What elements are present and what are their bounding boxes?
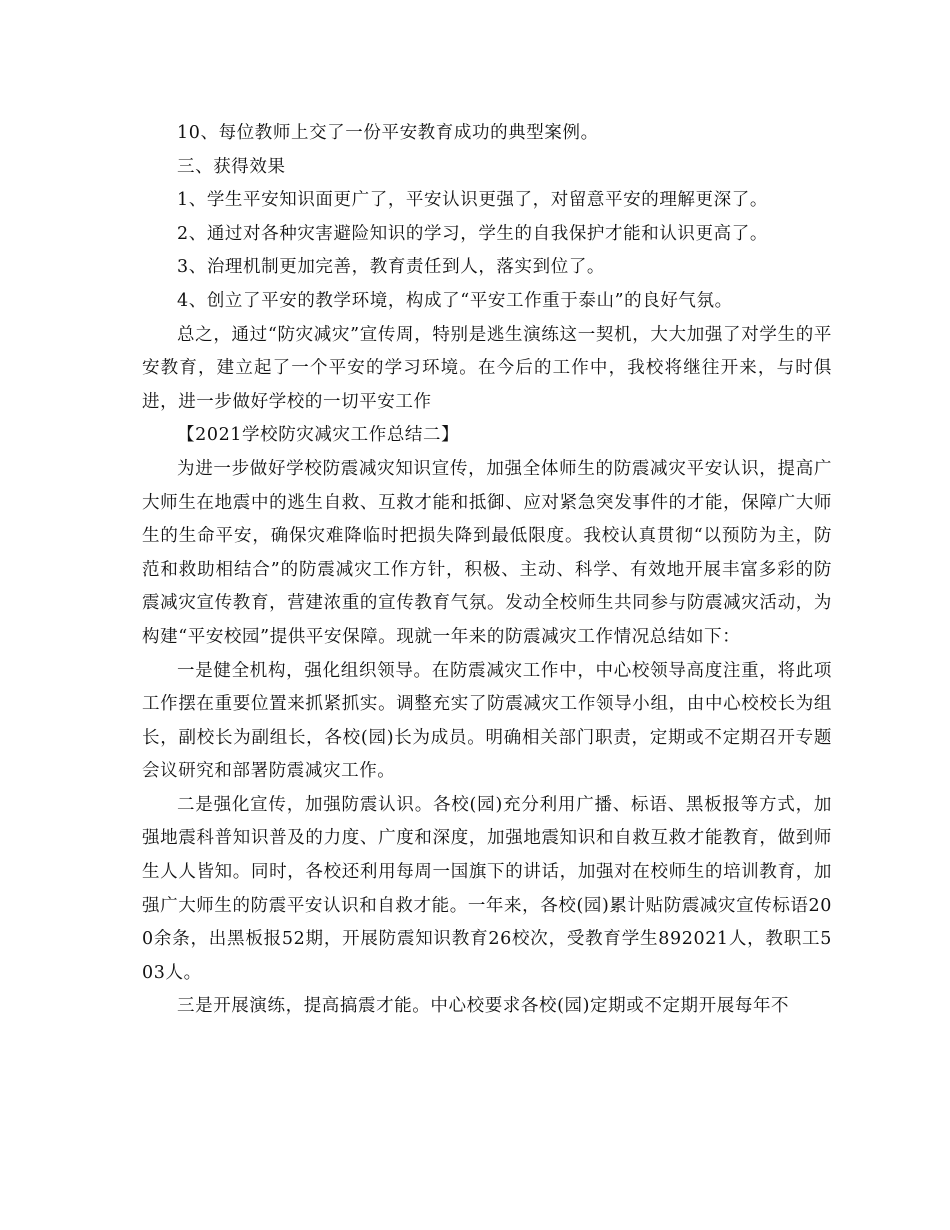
paragraph-organization: 一是健全机构，强化组织领导。在防震减灾工作中，中心校领导高度注重，将此项工作摆在重要位置来抓紧抓实。调整充实了防震减灾工作领导小组，由中心校校长为组长，副校长为副组长，各校(园)长为成员。明确相关部门职责，定期或不定期召开专题会议研究和部署防震减灾工作。	[142, 660, 832, 782]
paragraph-result-4: 4、创立了平安的教学环境，构成了“平安工作重于泰山”的良好气氛。	[177, 290, 733, 311]
paragraph-introduction: 为进一步做好学校防震减灾知识宣传，加强全体师生的防震减灾平安认识，提高广大师生在地震中的逃生自救、互救才能和抵御、应对紧急突发事件的才能，保障广大师生的生命平安，确保灾难降临时把损失降到最低限度。我校认真贯彻“以预防为主，防范和救助相结合”的防震减灾工作方针，积极、主动、科学、有效地开展丰富多彩的防震减灾宣传教育，营建浓重的宣传教育气氛。发动全校师生共同参与防震减灾活动，为构建“平安校园”提供平安保障。现就一年来的防震减灾工作情况总结如下：	[142, 458, 832, 647]
paragraph-publicity: 二是强化宣传，加强防震认识。各校(园)充分利用广播、标语、黑板报等方式，加强地震科普知识普及的力度、广度和深度，加强地震知识和自救互救才能教育，做到师生人人皆知。同时，各校还利用每周一国旗下的讲话，加强对在校师生的培训教育，加强广大师生的防震平安认识和自救才能。一年来，各校(园)累计贴防震减灾宣传标语200余条，出黑板报52期，开展防震知识教育26校次，受教育学生892021人，教职工503人。	[142, 794, 832, 983]
paragraph-drills: 三是开展演练，提高搞震才能。中心校要求各校(园)定期或不定期开展每年不	[177, 996, 790, 1017]
paragraph-result-2: 2、通过对各种灾害避险知识的学习，学生的自我保护才能和认识更高了。	[177, 223, 768, 244]
document-body	[142, 117, 832, 1024]
section-heading-results: 三、获得效果	[177, 156, 286, 177]
paragraph-result-1: 1、学生平安知识面更广了，平安认识更强了，对留意平安的理解更深了。	[177, 190, 768, 211]
paragraph-case-study: 10、每位教师上交了一份平安教育成功的典型案例。	[177, 123, 599, 143]
paragraph-result-3: 3、治理机制更加完善，教育责任到人，落实到位了。	[177, 257, 606, 278]
section-heading-summary-two: 【2021学校防灾减灾工作总结二】	[177, 425, 460, 446]
paragraph-conclusion: 总之，通过“防灾减灾”宣传周，特别是逃生演练这一契机，大大加强了对学生的平安教育，建立起了一个平安的学习环境。在今后的工作中，我校将继往开来，与时俱进，进一步做好学校的一切平安工作	[142, 324, 832, 412]
